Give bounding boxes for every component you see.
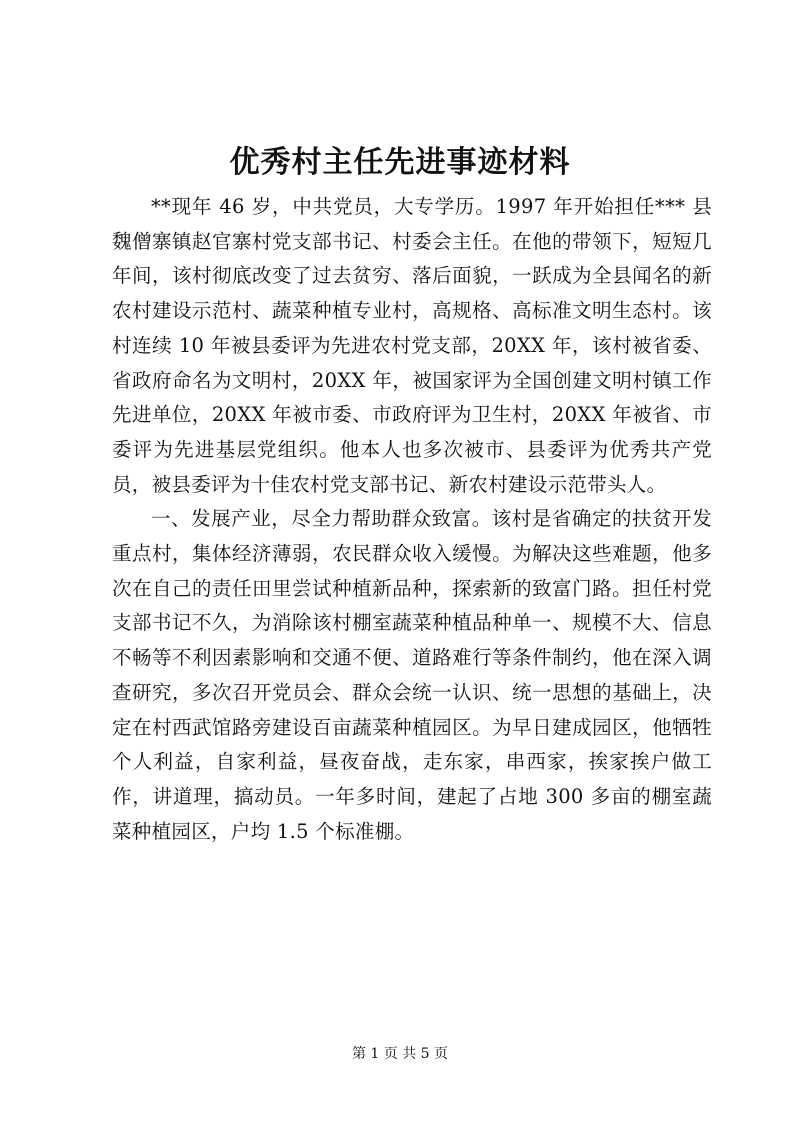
page-footer: 第 1 页 共 5 页 <box>351 1046 449 1062</box>
paragraph-intro: **现年 46 岁，中共党员，大专学历。1997 年开始担任*** 县魏僧寨镇赵官寨村党支部书记、村委会主任。在他的带领下，短短几年间，该村彻底改变了过去贫穷、落后面貌，一跃成为全县闻名的新农村建设示范村、蔬菜种植专业村，高规格、高标准文明生态村。该村连续 10 年被县委评为先进农村党支部，20XX 年，该村被省委、省政府命名为文明村，20XX 年，被国家评为全国创建文明村镇工作先进单位，20XX 年被市委、市政府评为卫生村，20XX 年被省、市委评为先进基层党组织。他本人也多次被市、县委评为优秀共产党员，被县委评为十佳农村党支部书记、新农村建设示范带头人。 <box>112 195 712 496</box>
document-title: 优秀村主任先进事迹材料 <box>229 145 571 180</box>
document-body <box>112 190 712 849</box>
paragraph-section-one: 一、发展产业，尽全力帮助群众致富。该村是省确定的扶贫开发重点村，集体经济薄弱，农民群众收入缓慢。为解决这些难题，他多次在自己的责任田里尝试种植新品种，探索新的致富门路。担任村党支部书记不久，为消除该村棚室蔬菜种植品种单一、规模不大、信息不畅等不利因素影响和交通不便、道路难行等条件制约，他在深入调查研究，多次召开党员会、群众会统一认识、统一思想的基础上，决定在村西武馆路旁建设百亩蔬菜种植园区。为早日建成园区，他牺牲个人利益，自家利益，昼夜奋战，走东家，串西家，挨家挨户做工作，讲道理，搞动员。一年多时间，建起了占地 300 多亩的棚室蔬菜种植园区，户均 1.5 个标准棚。 <box>112 507 712 843</box>
